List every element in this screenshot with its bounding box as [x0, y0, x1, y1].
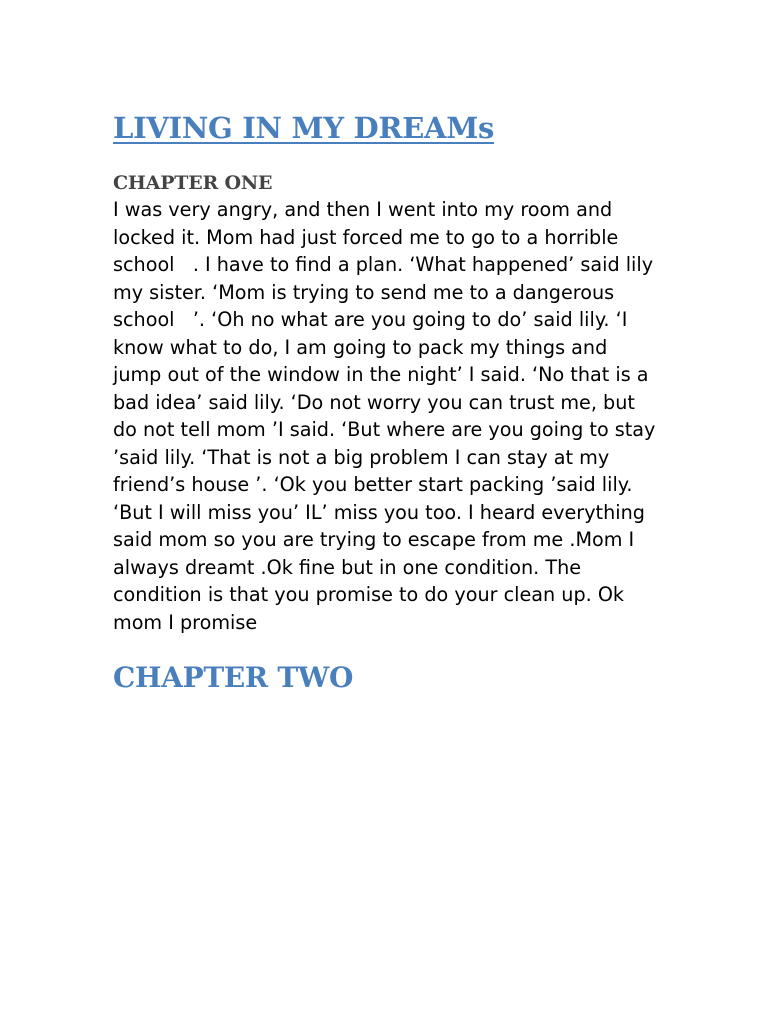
document-content: [113, 106, 662, 698]
chapter-one-body: I was very angry, and then I went into my room and locked it. Mom had just forced me to go to a horrible school . I have to find a plan. ‘What happened’ said lily my sister. ‘Mom is trying to send me to a dangerous school ’. ‘Oh no what are you going to do’ said lily. ‘I know what to do, I am going to pack my things and jump out of the window in the night’ I said. ‘No that is a bad idea’ said lily. ‘Do not worry you can trust me, but do not tell mom ’I said. ‘But where are you going to stay ’said lily. ‘That is not a big problem I can stay at my friend’s house ’. ‘Ok you better start packing ’said lily. ‘But I will miss you’ IL’ miss you too. I heard everything said mom so you are trying to escape from me .Mom I always dreamt .Ok fine but in one condition. The condition is that you promise to do your clean up. Ok mom I promise: [113, 198, 662, 634]
chapter-one-heading: CHAPTER ONE: [113, 172, 273, 194]
chapter-two-heading: CHAPTER TWO: [113, 661, 354, 694]
document-title: LIVING IN MY DREAMs: [113, 111, 495, 145]
